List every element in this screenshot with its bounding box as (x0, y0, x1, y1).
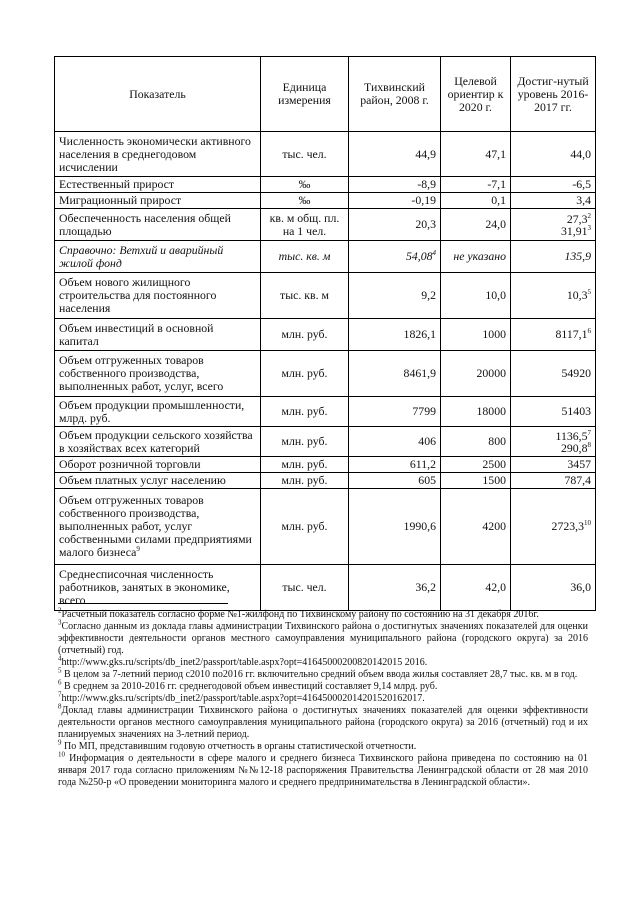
row-value-achieved: 135,9 (511, 241, 596, 273)
row-indicator: Справочно: Ветхий и аварийный жилой фонд (55, 241, 261, 273)
achieved-value-2: 290,8 (560, 440, 588, 455)
footnote-text: Согласно данным из доклада главы администрации Тихвинского района о достигнутых значениях показателей для оценки эффективности деятельности органов местного самоуправления муниципального района (городского округа) за 2016 (отчетный) год. (58, 621, 588, 656)
row-unit: млн. руб. (261, 351, 349, 397)
value-text: 8117,1 (555, 327, 588, 341)
header-2008: Тихвинский район, 2008 г. (349, 57, 441, 132)
row-value-2008: -8,9 (349, 177, 441, 193)
footnote-text: Информация о деятельности в сфере малого и среднего бизнеса Тихвинского района приведена по состоянию на 01 января 2017 года согласно приложениям №№12-18 распоряжения Правительства Ленинградской области от 28 мая 2010 года №250-р «О проведении мониторинга малого и среднего предпринимательства в Ленинградской области». (58, 753, 589, 788)
row-value-2008: 611,2 (349, 457, 441, 473)
footnote-mark: 6 (58, 678, 62, 687)
row-value-target: 42,0 (441, 565, 511, 611)
row-indicator: Объем нового жилищного строительства для постоянного населения (55, 273, 261, 319)
row-unit: тыс. кв. м (261, 241, 349, 273)
row-indicator: Численность экономически активного населения в среднегодовом исчислении (55, 132, 261, 177)
footnote-mark: 4 (58, 654, 62, 663)
table-row (55, 193, 596, 209)
footnote-mark: 9 (58, 738, 62, 747)
table-row (55, 209, 596, 241)
row-value-2008: 605 (349, 473, 441, 489)
row-value-achieved: 36,0 (511, 565, 596, 611)
row-value-target: 2500 (441, 457, 511, 473)
header-target-2020: Целевой ориентир к 2020 г. (441, 57, 511, 132)
row-value-achieved: 44,0 (511, 132, 596, 177)
footnote-mark: 7 (58, 690, 62, 699)
footnote (58, 618, 588, 657)
footnote-mark: 6 (587, 327, 591, 336)
footnote-text: В среднем за 2010-2016 гг. среднегодовой объем инвестиций составляет 9,14 млрд. руб. (64, 681, 438, 692)
row-value-target: 1000 (441, 319, 511, 351)
footnote-mark: 4 (432, 249, 436, 258)
row-value-target: -7,1 (441, 177, 511, 193)
row-value-target: 10,0 (441, 273, 511, 319)
footnote-mark: 2 (58, 606, 62, 615)
row-indicator: Объем продукции сельского хозяйства в хозяйствах всех категорий (55, 427, 261, 457)
row-value-target: 47,1 (441, 132, 511, 177)
table-row (55, 473, 596, 489)
row-value-2008 (349, 241, 441, 273)
row-unit: млн. руб. (261, 489, 349, 565)
footnote-mark: 8 (58, 702, 62, 711)
achieved-value: 27,3 (566, 211, 588, 226)
row-unit: кв. м общ. пл. на 1 чел. (261, 209, 349, 241)
footnote-mark: 8 (587, 440, 591, 449)
row-value-achieved: 51403 (511, 397, 596, 427)
table-row (55, 273, 596, 319)
row-value-2008: 20,3 (349, 209, 441, 241)
footnote (58, 690, 588, 705)
table-row (55, 427, 596, 457)
footnote-mark: 7 (587, 428, 591, 437)
indicators-table (54, 56, 596, 611)
row-unit: млн. руб. (261, 427, 349, 457)
row-value-2008: 36,2 (349, 565, 441, 611)
value-text: 54,08 (405, 249, 433, 263)
row-value-achieved: 3,4 (511, 193, 596, 209)
row-value-achieved (511, 273, 596, 319)
value-text: 10,3 (566, 288, 588, 302)
footnote-separator (58, 603, 228, 604)
row-value-target: 4200 (441, 489, 511, 565)
footnote-mark: 2 (587, 211, 591, 220)
row-value-2008: 1990,6 (349, 489, 441, 565)
footnote-mark: 5 (58, 666, 62, 675)
row-indicator: Оборот розничной торговли (55, 457, 261, 473)
table-row (55, 457, 596, 473)
row-value-target: 0,1 (441, 193, 511, 209)
table-header-row (55, 57, 596, 132)
row-value-achieved (511, 489, 596, 565)
table-row (55, 397, 596, 427)
table-row (55, 351, 596, 397)
row-value-2008: 7799 (349, 397, 441, 427)
footnote (58, 702, 588, 741)
footnote-mark: 3 (58, 618, 62, 627)
achieved-value-2: 31,91 (560, 223, 588, 238)
footnote-mark: 3 (587, 223, 591, 232)
table-row (55, 319, 596, 351)
footnote-text: Доклад главы администрации Тихвинского района о достигнутых значениях показателей для оценки эффективности деятельности органов местного самоуправления муниципального района (городского округа) за 2016 (отчетный) год и их планируемых значениях на 3-летний период. (58, 705, 588, 740)
row-value-achieved: -6,5 (511, 177, 596, 193)
row-value-2008: 1826,1 (349, 319, 441, 351)
indicator-text: Объем отгруженных товаров собственного производства, выполненных работ, услуг собственными силами предприятиями малого бизнеса (59, 493, 252, 559)
row-value-target: 1500 (441, 473, 511, 489)
row-indicator: Обеспеченность населения общей площадью (55, 209, 261, 241)
row-unit: тыс. кв. м (261, 273, 349, 319)
row-value-2008: 44,9 (349, 132, 441, 177)
table-row (55, 132, 596, 177)
row-value-achieved (511, 427, 596, 457)
row-indicator: Среднесписочная численность работников, занятых в экономике, всего (55, 565, 261, 611)
header-unit: Единица измерения (261, 57, 349, 132)
row-unit: млн. руб. (261, 397, 349, 427)
row-value-target: 18000 (441, 397, 511, 427)
footnote-mark: 10 (584, 519, 591, 528)
footnote (58, 606, 588, 621)
row-indicator: Объем продукции промышленности, млрд. руб. (55, 397, 261, 427)
row-indicator (55, 489, 261, 565)
row-unit: тыс. чел. (261, 132, 349, 177)
row-value-achieved (511, 319, 596, 351)
row-value-target: 800 (441, 427, 511, 457)
row-value-achieved: 54920 (511, 351, 596, 397)
header-achieved: Достиг-нутый уровень 2016-2017 гг. (511, 57, 596, 132)
footnote-text: Расчетный показатель согласно форме №1-жилфонд по Тихвинскому району по состоянию на 31 декабря 2016г. (61, 609, 539, 620)
row-indicator: Естественный прирост (55, 177, 261, 193)
row-unit: ‰ (261, 177, 349, 193)
row-unit: млн. руб. (261, 473, 349, 489)
footnote-text: По МП, представившим годовую отчетность в органы статистической отчетности. (64, 741, 417, 752)
row-unit: ‰ (261, 193, 349, 209)
row-value-target: 20000 (441, 351, 511, 397)
footnote-text: В целом за 7-летний период с2010 по2016 гг. включительно средний объем ввода жилья составляет 28,7 тыс. кв. м в год. (64, 669, 578, 680)
row-value-target: 24,0 (441, 209, 511, 241)
row-value-2008: -0,19 (349, 193, 441, 209)
row-value-achieved: 787,4 (511, 473, 596, 489)
footnotes (58, 606, 589, 789)
footnote (58, 738, 588, 753)
footnote (58, 666, 588, 681)
footnote-mark: 9 (136, 545, 140, 554)
footnote-mark: 10 (58, 750, 65, 759)
row-unit: тыс. чел. (261, 565, 349, 611)
row-value-achieved (511, 209, 596, 241)
row-indicator: Миграционный прирост (55, 193, 261, 209)
row-unit: млн. руб. (261, 319, 349, 351)
row-value-target: не указано (441, 241, 511, 273)
table-row (55, 177, 596, 193)
row-value-achieved: 3457 (511, 457, 596, 473)
footnote (58, 750, 589, 789)
row-indicator: Объем платных услуг населению (55, 473, 261, 489)
footnote (58, 654, 588, 669)
value-text: 2723,3 (551, 519, 584, 533)
row-indicator: Объем отгруженных товаров собственного производства, выполненных работ, услуг, всего (55, 351, 261, 397)
table-row (55, 489, 596, 565)
row-value-2008: 406 (349, 427, 441, 457)
footnote-text: http://www.gks.ru/scripts/db_inet2/passport/table.aspx?opt=416450002014201520162017. (61, 693, 425, 704)
header-indicator: Показатель (55, 57, 261, 132)
row-indicator: Объем инвестиций в основной капитал (55, 319, 261, 351)
row-value-2008: 9,2 (349, 273, 441, 319)
footnote (58, 678, 588, 693)
row-unit: млн. руб. (261, 457, 349, 473)
footnote-mark: 5 (587, 288, 591, 297)
row-value-2008: 8461,9 (349, 351, 441, 397)
achieved-value: 1136,5 (555, 428, 588, 443)
table-row (55, 241, 596, 273)
footnote-text: http://www.gks.ru/scripts/db_inet2/passport/table.aspx?opt=41645000200820142015 2016. (61, 657, 428, 668)
